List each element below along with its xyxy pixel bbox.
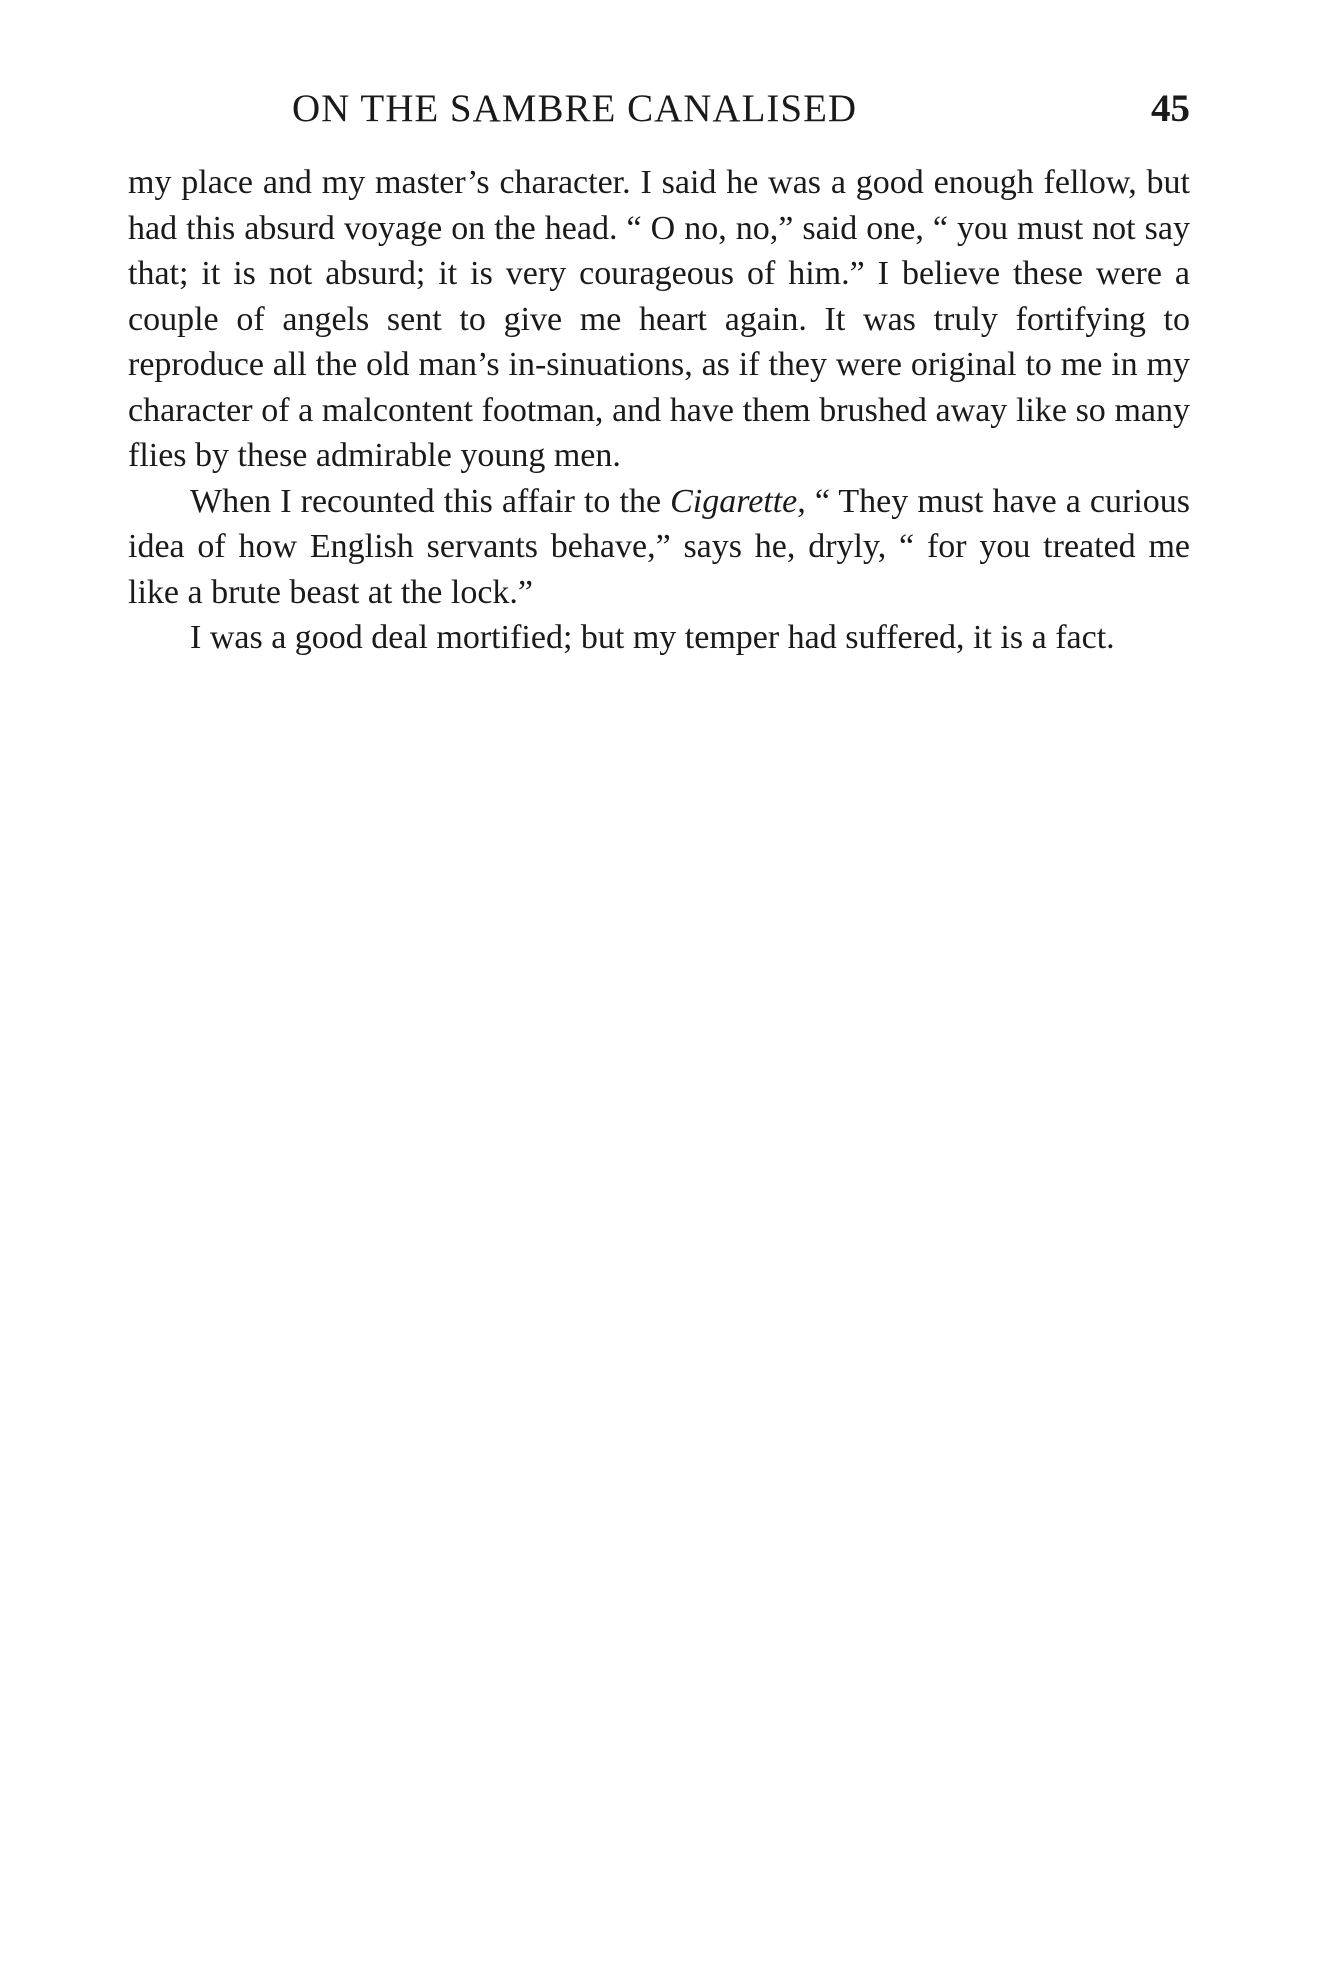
body-text xyxy=(128,160,1190,661)
paragraph-text: When I recounted this affair to the xyxy=(190,482,671,520)
paragraph-1 xyxy=(128,160,1190,479)
running-title: ON THE SAMBRE CANALISED xyxy=(292,87,858,130)
paragraph-text: my place and my master’s character. I said he was a good enough fellow, but had this absurd voyage on the head. “ O no, no,” said one, “ you must not say that; it is not absurd; it is very courageous of him.” I believe these were a couple of angels sent to give me heart again. It was truly fortifying to reproduce all the old man’s in-sinuations, as if they were original to me in my character of a malcontent footman, and have them brushed away like so many flies by these admirable young men. xyxy=(128,164,1190,474)
paragraph-3 xyxy=(128,615,1190,661)
italic-title: Cigarette, xyxy=(670,482,806,520)
paragraph-2 xyxy=(128,479,1190,616)
paragraph-text: “ They must have a curious idea of how English servants behave,” says he, dryly, “ for you treated me like a brute beast at the lock.” xyxy=(128,482,1191,611)
running-head xyxy=(128,84,1190,134)
paragraph-text: I was a good deal mortified; but my temper had suffered, it is a fact. xyxy=(190,619,1115,656)
page-number: 45 xyxy=(1151,87,1190,130)
